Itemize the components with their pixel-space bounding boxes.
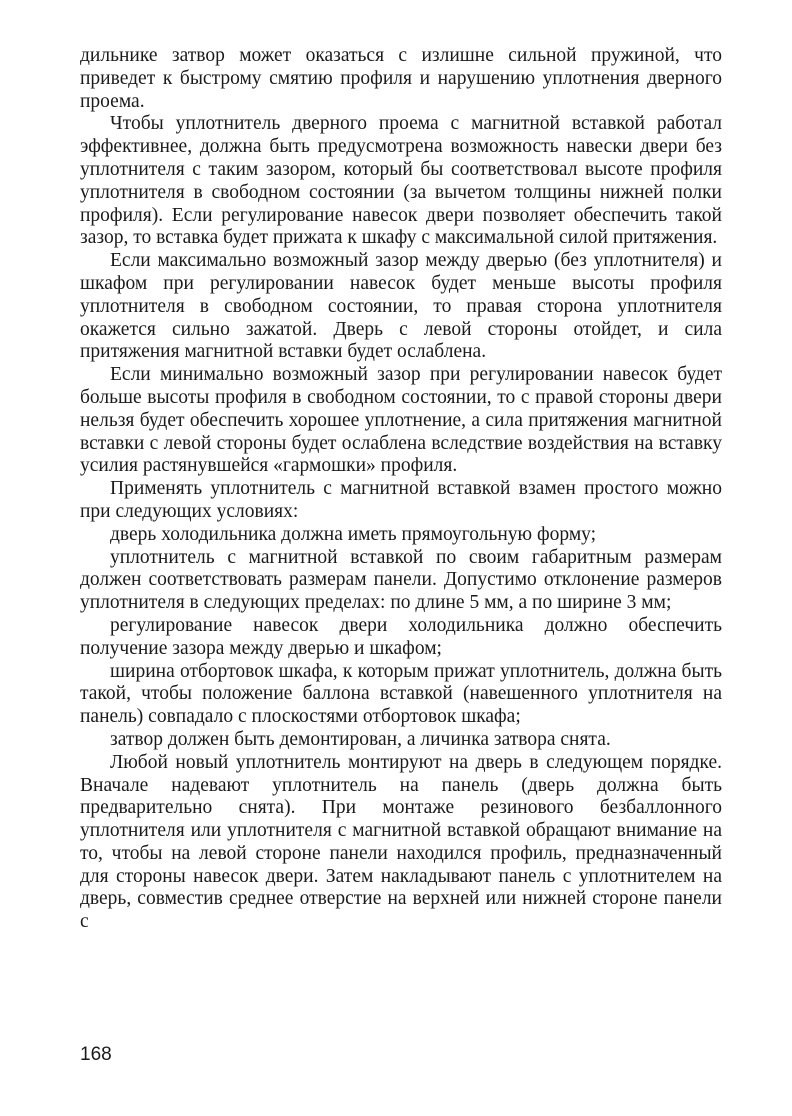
list-item-1: дверь холодильника должна иметь прямоугольную форму; [110,523,597,545]
paragraph-6: Любой новый уплотнитель монтируют на дверь в следующем порядке. Вначале надевают уплотнитель на панель (дверь должна быть предварительно снята). При монтаже резинового безбаллонного уплотнителя или уплотнителя с магнитной вставкой обращают внимание на то, чтобы на левой стороне панели находился профиль, предназначенный для стороны навесок двери. Затем накладывают панель с уплотнителем на дверь, совместив среднее отверстие на верхней или нижней стороне панели с [80,751,722,933]
paragraph-3: Если максимально возможный зазор между дверью (без уплотнителя) и шкафом при регулировании навесок будет меньше высоты профиля уплотнителя в свободном состоянии, то правая сторона уплотнителя окажется сильно зажатой. Дверь с левой стороны отойдет, и сила притяжения магнитной вставки будет ослаблена. [80,250,722,363]
page-text-block [80,45,722,1085]
page-number: 168 [80,1044,112,1065]
list-item-4: ширина отбортовок шкафа, к которым прижат уплотнитель, должна быть такой, чтобы положение баллона вставкой (навешенного уплотнителя на панель) совпадало с плоскостями отбортовок шкафа; [80,660,722,728]
list-item-5: затвор должен быть демонтирован, а личинка затвора снята. [110,728,611,750]
paragraph-2: Чтобы уплотнитель дверного проема с магнитной вставкой работал эффективнее, должна быть предусмотрена возможность навески двери без уплотнителя с таким зазором, который бы соответствовал высоте профиля уплотнителя в свободном состоянии (за вычетом толщины нижней полки профиля). Если регулирование навесок двери позволяет обеспечить такой зазор, то вставка будет прижата к шкафу с максимальной силой притяжения. [80,113,722,249]
paragraph-5: Применять уплотнитель с магнитной вставкой взамен простого можно при следующих условиях: [80,478,722,522]
list-item-2: уплотнитель с магнитной вставкой по своим габаритным размерам должен соответствовать размерам панели. Допустимо отклонение размеров уплотнителя в следующих пределах: по длине 5 мм, а по ширине 3 мм; [80,546,722,614]
paragraph-1: дильнике затвор может оказаться с излишне сильной пружиной, что приведет к быстрому смятию профиля и нарушению уплотнения дверного проема. [80,45,722,112]
paragraph-4: Если минимально возможный зазор при регулировании навесок будет больше высоты профиля в свободном состоянии, то с правой стороны двери нельзя будет обеспечить хорошее уплотнение, а сила притяжения магнитной вставки с левой стороны будет ослаблена вследствие воздействия на вставку усилия растянувшейся «гармошки» профиля. [80,364,722,477]
list-item-3: регулирование навесок двери холодильника должно обеспечить получение зазора между дверью и шкафом; [80,614,722,659]
